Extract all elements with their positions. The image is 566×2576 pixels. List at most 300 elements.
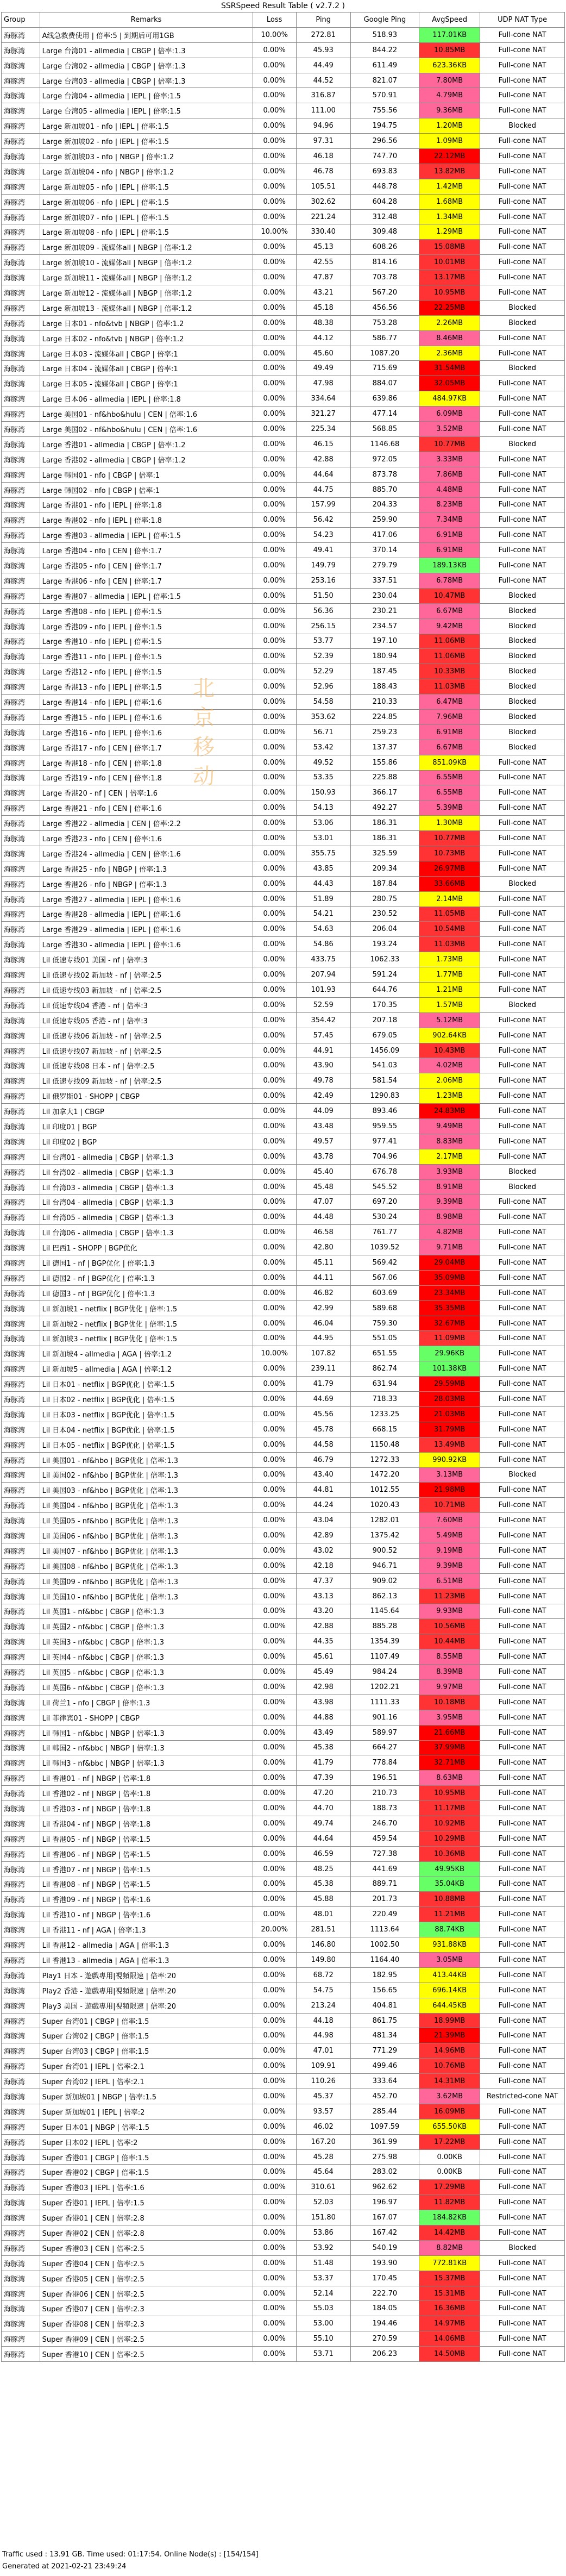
cell-ping: 53.01 bbox=[296, 831, 350, 846]
cell-ping: 42.55 bbox=[296, 255, 350, 270]
cell-avgspeed: 9.49MB bbox=[419, 1119, 480, 1134]
cell-udp-nat: Full-cone NAT bbox=[480, 1270, 565, 1285]
cell-avgspeed: 32.67MB bbox=[419, 1316, 480, 1331]
cell-ping: 48.25 bbox=[296, 1861, 350, 1877]
cell-avgspeed: 413.44KB bbox=[419, 1967, 480, 1983]
cell-google-ping: 885.28 bbox=[350, 1619, 419, 1634]
table-row bbox=[2, 740, 565, 755]
cell-ping: 167.20 bbox=[296, 2134, 350, 2149]
cell-google-ping: 604.28 bbox=[350, 194, 419, 209]
cell-loss: 20.00% bbox=[253, 1922, 296, 1937]
cell-udp-nat: Full-cone NAT bbox=[480, 983, 565, 998]
cell-loss: 0.00% bbox=[253, 1695, 296, 1710]
cell-remarks: Large 美国02 - nf&hbo&hulu | CEN | 倍率:1.6 bbox=[40, 422, 253, 437]
cell-remarks: Super 新加坡01 | NBGP | 倍率:1.5 bbox=[40, 2089, 253, 2104]
cell-loss: 0.00% bbox=[253, 1589, 296, 1604]
table-row bbox=[2, 649, 565, 664]
cell-avgspeed: 7.86MB bbox=[419, 467, 480, 482]
cell-group: 海豚湾 bbox=[2, 285, 40, 301]
cell-group: 海豚湾 bbox=[2, 1104, 40, 1119]
cell-google-ping: 759.30 bbox=[350, 1316, 419, 1331]
cell-ping: 149.79 bbox=[296, 558, 350, 573]
table-row bbox=[2, 891, 565, 906]
cell-ping: 49.52 bbox=[296, 755, 350, 770]
cell-group: 海豚湾 bbox=[2, 770, 40, 785]
table-row bbox=[2, 997, 565, 1012]
cell-remarks: Play2 香港 - 遊戲專用|視頻限速 | 倍率:20 bbox=[40, 1983, 253, 1998]
cell-ping: 45.11 bbox=[296, 1255, 350, 1271]
cell-google-ping: 279.79 bbox=[350, 558, 419, 573]
cell-remarks: Large 香港18 - nfo | CEN | 倍率:1.8 bbox=[40, 755, 253, 770]
cell-google-ping: 210.33 bbox=[350, 695, 419, 710]
cell-google-ping: 224.85 bbox=[350, 709, 419, 724]
table-row bbox=[2, 2331, 565, 2347]
cell-group: 海豚湾 bbox=[2, 695, 40, 710]
cell-ping: 45.38 bbox=[296, 1740, 350, 1755]
cell-loss: 0.00% bbox=[253, 1634, 296, 1649]
cell-remarks: Large 台湾05 - allmedia | IEPL | 倍率:1.5 bbox=[40, 103, 253, 118]
cell-ping: 43.04 bbox=[296, 1513, 350, 1528]
table-row bbox=[2, 1012, 565, 1028]
cell-google-ping: 283.02 bbox=[350, 2165, 419, 2180]
cell-remarks: Lil 日本02 - netflix | BGP优化 | 倍率:1.5 bbox=[40, 1392, 253, 1407]
cell-ping: 43.21 bbox=[296, 285, 350, 301]
cell-group: 海豚湾 bbox=[2, 1649, 40, 1665]
cell-google-ping: 210.73 bbox=[350, 1786, 419, 1801]
cell-group: 海豚湾 bbox=[2, 2089, 40, 2104]
cell-udp-nat: Full-cone NAT bbox=[480, 1710, 565, 1725]
cell-loss: 0.00% bbox=[253, 2316, 296, 2331]
cell-avgspeed: 13.17MB bbox=[419, 270, 480, 285]
cell-group: 海豚湾 bbox=[2, 315, 40, 330]
cell-avgspeed: 11.05MB bbox=[419, 906, 480, 922]
cell-loss: 0.00% bbox=[253, 2043, 296, 2059]
cell-remarks: Lil 新加坡3 - netflix | BGP优化 | 倍率:1.5 bbox=[40, 1331, 253, 1346]
cell-avgspeed: 7.60MB bbox=[419, 1513, 480, 1528]
cell-remarks: Large 韩国02 - nfo | CBGP | 倍率:1 bbox=[40, 482, 253, 497]
cell-google-ping: 946.71 bbox=[350, 1558, 419, 1573]
cell-ping: 45.48 bbox=[296, 1179, 350, 1195]
cell-udp-nat: Full-cone NAT bbox=[480, 770, 565, 785]
cell-loss: 0.00% bbox=[253, 118, 296, 134]
cell-group: 海豚湾 bbox=[2, 1179, 40, 1195]
cell-group: 海豚湾 bbox=[2, 27, 40, 42]
cell-ping: 111.00 bbox=[296, 103, 350, 118]
cell-google-ping: 959.55 bbox=[350, 1119, 419, 1134]
cell-remarks: Lil 美国09 - nf&hbo | BGP优化 | 倍率:1.3 bbox=[40, 1573, 253, 1589]
cell-remarks: Lil 香港12 - allmedia | AGA | 倍率:1.3 bbox=[40, 1937, 253, 1953]
table-row bbox=[2, 482, 565, 497]
cell-udp-nat: Full-cone NAT bbox=[480, 2013, 565, 2028]
table-row bbox=[2, 1179, 565, 1195]
cell-ping: 51.50 bbox=[296, 588, 350, 603]
cell-remarks: Lil 台湾06 - allmedia | CBGP | 倍率:1.3 bbox=[40, 1225, 253, 1240]
cell-ping: 53.06 bbox=[296, 816, 350, 831]
table-row bbox=[2, 2165, 565, 2180]
cell-google-ping: 167.07 bbox=[350, 2210, 419, 2225]
cell-udp-nat: Full-cone NAT bbox=[480, 1907, 565, 1922]
cell-google-ping: 441.69 bbox=[350, 1861, 419, 1877]
cell-group: 海豚湾 bbox=[2, 1498, 40, 1513]
cell-remarks: Lil 美国10 - nf&hbo | BGP优化 | 倍率:1.3 bbox=[40, 1589, 253, 1604]
cell-loss: 0.00% bbox=[253, 1089, 296, 1104]
cell-group: 海豚湾 bbox=[2, 2225, 40, 2241]
cell-google-ping: 270.59 bbox=[350, 2331, 419, 2347]
cell-remarks: Super 台湾01 | IEPL | 倍率:2.1 bbox=[40, 2059, 253, 2074]
cell-avgspeed: 101.38KB bbox=[419, 1361, 480, 1377]
cell-ping: 44.11 bbox=[296, 1270, 350, 1285]
cell-loss: 0.00% bbox=[253, 1316, 296, 1331]
cell-loss: 0.00% bbox=[253, 255, 296, 270]
cell-group: 海豚湾 bbox=[2, 1953, 40, 1968]
cell-avgspeed: 772.81KB bbox=[419, 2255, 480, 2271]
cell-remarks: Lil 美国08 - nf&hbo | BGP优化 | 倍率:1.3 bbox=[40, 1558, 253, 1573]
cell-loss: 0.00% bbox=[253, 2240, 296, 2255]
cell-google-ping: 1062.33 bbox=[350, 952, 419, 967]
cell-udp-nat: Full-cone NAT bbox=[480, 2149, 565, 2165]
cell-group: 海豚湾 bbox=[2, 2316, 40, 2331]
cell-ping: 316.87 bbox=[296, 88, 350, 103]
cell-group: 海豚湾 bbox=[2, 482, 40, 497]
cell-loss: 0.00% bbox=[253, 1649, 296, 1665]
cell-ping: 42.99 bbox=[296, 1300, 350, 1316]
table-row bbox=[2, 603, 565, 618]
cell-remarks: Super 台湾02 | CBGP | 倍率:1.5 bbox=[40, 2028, 253, 2043]
cell-ping: 45.64 bbox=[296, 2165, 350, 2180]
cell-avgspeed: 15.37MB bbox=[419, 2271, 480, 2286]
cell-udp-nat: Full-cone NAT bbox=[480, 422, 565, 437]
cell-remarks: Large 香港21 - nfo | CEN | 倍率:1.6 bbox=[40, 801, 253, 816]
cell-google-ping: 201.73 bbox=[350, 1892, 419, 1907]
cell-avgspeed: 10.95MB bbox=[419, 285, 480, 301]
cell-google-ping: 452.70 bbox=[350, 2089, 419, 2104]
cell-group: 海豚湾 bbox=[2, 1543, 40, 1558]
cell-remarks: Super 日本02 | IEPL | 倍率:2 bbox=[40, 2134, 253, 2149]
cell-google-ping: 1039.52 bbox=[350, 1240, 419, 1255]
cell-remarks: Lil 台湾01 - allmedia | CBGP | 倍率:1.3 bbox=[40, 1149, 253, 1164]
cell-udp-nat: Full-cone NAT bbox=[480, 1543, 565, 1558]
table-row bbox=[2, 467, 565, 482]
cell-remarks: Super 香港01 | CEN | 倍率:2.8 bbox=[40, 2210, 253, 2225]
cell-loss: 0.00% bbox=[253, 1861, 296, 1877]
cell-group: 海豚湾 bbox=[2, 2331, 40, 2347]
cell-udp-nat: Full-cone NAT bbox=[480, 1953, 565, 1968]
table-row bbox=[2, 1967, 565, 1983]
table-row bbox=[2, 134, 565, 149]
cell-ping: 45.13 bbox=[296, 240, 350, 255]
table-row bbox=[2, 1498, 565, 1513]
cell-loss: 0.00% bbox=[253, 1331, 296, 1346]
cell-loss: 0.00% bbox=[253, 1907, 296, 1922]
cell-ping: 46.15 bbox=[296, 436, 350, 452]
cell-avgspeed: 10.44MB bbox=[419, 1634, 480, 1649]
cell-ping: 239.11 bbox=[296, 1361, 350, 1377]
cell-avgspeed: 8.46MB bbox=[419, 330, 480, 346]
cell-remarks: Lil 低速专线07 新加坡 - nf | 倍率:2.5 bbox=[40, 1043, 253, 1058]
cell-group: 海豚湾 bbox=[2, 2180, 40, 2195]
cell-udp-nat: Full-cone NAT bbox=[480, 1210, 565, 1225]
cell-group: 海豚湾 bbox=[2, 1619, 40, 1634]
footer-traffic: Traffic used : 13.91 GB. Time used: 01:17:54. Online Node(s) : [154/154] bbox=[2, 2550, 259, 2559]
table-row bbox=[2, 2089, 565, 2104]
cell-loss: 0.00% bbox=[253, 2301, 296, 2316]
cell-google-ping: 207.18 bbox=[350, 1012, 419, 1028]
cell-loss: 0.00% bbox=[253, 1801, 296, 1816]
table-row bbox=[2, 1406, 565, 1422]
cell-group: 海豚湾 bbox=[2, 1558, 40, 1573]
table-row bbox=[2, 149, 565, 164]
cell-loss: 0.00% bbox=[253, 770, 296, 785]
cell-loss: 0.00% bbox=[253, 1771, 296, 1786]
table-row bbox=[2, 2347, 565, 2362]
cell-loss: 0.00% bbox=[253, 1195, 296, 1210]
cell-ping: 54.21 bbox=[296, 906, 350, 922]
cell-google-ping: 204.33 bbox=[350, 497, 419, 512]
table-row bbox=[2, 1877, 565, 1892]
cell-group: 海豚湾 bbox=[2, 497, 40, 512]
cell-udp-nat: Full-cone NAT bbox=[480, 1558, 565, 1573]
cell-remarks: Super 台湾03 | CBGP | 倍率:1.5 bbox=[40, 2043, 253, 2059]
table-row bbox=[2, 709, 565, 724]
cell-ping: 47.39 bbox=[296, 1771, 350, 1786]
cell-google-ping: 184.05 bbox=[350, 2301, 419, 2316]
cell-google-ping: 901.16 bbox=[350, 1710, 419, 1725]
table-row bbox=[2, 2210, 565, 2225]
cell-group: 海豚湾 bbox=[2, 407, 40, 422]
cell-group: 海豚湾 bbox=[2, 1892, 40, 1907]
cell-avgspeed: 1.21MB bbox=[419, 983, 480, 998]
cell-avgspeed: 11.23MB bbox=[419, 1589, 480, 1604]
cell-udp-nat: Full-cone NAT bbox=[480, 861, 565, 876]
cell-ping: 56.71 bbox=[296, 724, 350, 740]
cell-group: 海豚湾 bbox=[2, 73, 40, 88]
cell-udp-nat: Full-cone NAT bbox=[480, 482, 565, 497]
cell-remarks: Lil 低速专线08 日本 - nf | 倍率:2.5 bbox=[40, 1058, 253, 1073]
table-row bbox=[2, 2149, 565, 2165]
cell-remarks: Lil 香港02 - nf | NBGP | 倍率:1.8 bbox=[40, 1786, 253, 1801]
cell-avgspeed: 29.04MB bbox=[419, 1255, 480, 1271]
cell-remarks: Large 香港22 - allmedia | CEN | 倍率:2.2 bbox=[40, 816, 253, 831]
cell-remarks: Large 香港27 - allmedia | IEPL | 倍率:1.6 bbox=[40, 891, 253, 906]
cell-ping: 54.86 bbox=[296, 937, 350, 952]
cell-avgspeed: 10.33MB bbox=[419, 664, 480, 679]
cell-remarks: Large 新加坡05 - nfo | IEPL | 倍率:1.5 bbox=[40, 179, 253, 194]
cell-udp-nat: Blocked bbox=[480, 634, 565, 649]
table-row bbox=[2, 558, 565, 573]
cell-avgspeed: 0.00KB bbox=[419, 2149, 480, 2165]
cell-ping: 225.34 bbox=[296, 422, 350, 437]
cell-avgspeed: 1.34MB bbox=[419, 209, 480, 224]
cell-avgspeed: 11.06MB bbox=[419, 649, 480, 664]
cell-ping: 321.27 bbox=[296, 407, 350, 422]
cell-remarks: Large 香港05 - nfo | CEN | 倍率:1.7 bbox=[40, 558, 253, 573]
cell-avgspeed: 11.82MB bbox=[419, 2195, 480, 2210]
cell-ping: 149.80 bbox=[296, 1953, 350, 1968]
cell-avgspeed: 29.59MB bbox=[419, 1377, 480, 1392]
cell-google-ping: 1087.20 bbox=[350, 346, 419, 361]
cell-avgspeed: 1.29MB bbox=[419, 224, 480, 240]
cell-udp-nat: Full-cone NAT bbox=[480, 1695, 565, 1710]
cell-remarks: Large 香港10 - nfo | IEPL | 倍率:1.5 bbox=[40, 634, 253, 649]
cell-group: 海豚湾 bbox=[2, 346, 40, 361]
cell-loss: 0.00% bbox=[253, 2028, 296, 2043]
cell-remarks: Large 日本02 - nfo&tvb | NBGP | 倍率:1.2 bbox=[40, 330, 253, 346]
table-row bbox=[2, 785, 565, 801]
cell-group: 海豚湾 bbox=[2, 1452, 40, 1467]
cell-ping: 45.88 bbox=[296, 1892, 350, 1907]
cell-remarks: Lil 香港06 - nf | NBGP | 倍率:1.5 bbox=[40, 1846, 253, 1861]
cell-loss: 0.00% bbox=[253, 634, 296, 649]
cell-loss: 0.00% bbox=[253, 1604, 296, 1619]
cell-loss: 0.00% bbox=[253, 1528, 296, 1543]
cell-google-ping: 1002.50 bbox=[350, 1937, 419, 1953]
cell-udp-nat: Full-cone NAT bbox=[480, 58, 565, 73]
cell-group: 海豚湾 bbox=[2, 861, 40, 876]
cell-avgspeed: 15.08MB bbox=[419, 240, 480, 255]
cell-udp-nat: Full-cone NAT bbox=[480, 1755, 565, 1771]
cell-avgspeed: 16.09MB bbox=[419, 2104, 480, 2119]
cell-avgspeed: 902.64KB bbox=[419, 1028, 480, 1043]
cell-google-ping: 727.38 bbox=[350, 1846, 419, 1861]
cell-group: 海豚湾 bbox=[2, 1740, 40, 1755]
cell-google-ping: 885.70 bbox=[350, 482, 419, 497]
cell-group: 海豚湾 bbox=[2, 1043, 40, 1058]
table-row bbox=[2, 937, 565, 952]
cell-avgspeed: 3.95MB bbox=[419, 1710, 480, 1725]
table-row bbox=[2, 816, 565, 831]
cell-udp-nat: Full-cone NAT bbox=[480, 194, 565, 209]
cell-ping: 48.38 bbox=[296, 315, 350, 330]
cell-ping: 43.02 bbox=[296, 1543, 350, 1558]
cell-ping: 109.91 bbox=[296, 2059, 350, 2074]
table-row bbox=[2, 194, 565, 209]
cell-udp-nat: Full-cone NAT bbox=[480, 573, 565, 588]
table-row bbox=[2, 2301, 565, 2316]
cell-avgspeed: 10.85MB bbox=[419, 42, 480, 58]
cell-remarks: Lil 台湾04 - allmedia | CBGP | 倍率:1.3 bbox=[40, 1195, 253, 1210]
cell-loss: 0.00% bbox=[253, 330, 296, 346]
cell-avgspeed: 623.36KB bbox=[419, 58, 480, 73]
cell-loss: 0.00% bbox=[253, 1255, 296, 1271]
cell-avgspeed: 6.55MB bbox=[419, 770, 480, 785]
cell-google-ping: 230.52 bbox=[350, 906, 419, 922]
cell-loss: 0.00% bbox=[253, 2104, 296, 2119]
cell-udp-nat: Blocked bbox=[480, 695, 565, 710]
cell-group: 海豚湾 bbox=[2, 1755, 40, 1771]
cell-google-ping: 570.91 bbox=[350, 88, 419, 103]
cell-group: 海豚湾 bbox=[2, 2119, 40, 2134]
cell-group: 海豚湾 bbox=[2, 270, 40, 285]
cell-avgspeed: 2.17MB bbox=[419, 1149, 480, 1164]
cell-google-ping: 639.86 bbox=[350, 391, 419, 407]
cell-remarks: Super 日本01 | NBGP | 倍率:1.5 bbox=[40, 2119, 253, 2134]
cell-remarks: Lil 香港03 - nf | NBGP | 倍率:1.8 bbox=[40, 1801, 253, 1816]
cell-remarks: Large 香港09 - nfo | IEPL | 倍率:1.5 bbox=[40, 618, 253, 634]
cell-avgspeed: 8.23MB bbox=[419, 497, 480, 512]
cell-remarks: Large 新加坡12 - 流媒体all | NBGP | 倍率:1.2 bbox=[40, 285, 253, 301]
cell-ping: 44.48 bbox=[296, 1210, 350, 1225]
cell-remarks: Lil 日本04 - netflix | BGP优化 | 倍率:1.5 bbox=[40, 1422, 253, 1437]
cell-google-ping: 296.56 bbox=[350, 134, 419, 149]
cell-avgspeed: 3.13MB bbox=[419, 1467, 480, 1483]
cell-loss: 0.00% bbox=[253, 603, 296, 618]
cell-avgspeed: 1.20MB bbox=[419, 118, 480, 134]
cell-avgspeed: 14.97MB bbox=[419, 2316, 480, 2331]
cell-avgspeed: 10.18MB bbox=[419, 1695, 480, 1710]
cell-loss: 0.00% bbox=[253, 391, 296, 407]
cell-udp-nat: Full-cone NAT bbox=[480, 1771, 565, 1786]
cell-google-ping: 541.03 bbox=[350, 1058, 419, 1073]
table-row bbox=[2, 1786, 565, 1801]
cell-loss: 0.00% bbox=[253, 2195, 296, 2210]
cell-ping: 54.23 bbox=[296, 528, 350, 543]
cell-avgspeed: 21.03MB bbox=[419, 1406, 480, 1422]
cell-udp-nat: Full-cone NAT bbox=[480, 1528, 565, 1543]
cell-remarks: Large 香港15 - nfo | IEPL | 倍率:1.6 bbox=[40, 709, 253, 724]
cell-group: 海豚湾 bbox=[2, 103, 40, 118]
cell-google-ping: 1282.01 bbox=[350, 1513, 419, 1528]
cell-group: 海豚湾 bbox=[2, 1983, 40, 1998]
cell-group: 海豚湾 bbox=[2, 2286, 40, 2301]
table-row bbox=[2, 1467, 565, 1483]
table-row bbox=[2, 224, 565, 240]
cell-loss: 0.00% bbox=[253, 861, 296, 876]
cell-loss: 0.00% bbox=[253, 891, 296, 906]
cell-remarks: Large 香港19 - nfo | CEN | 倍率:1.8 bbox=[40, 770, 253, 785]
table-row bbox=[2, 1998, 565, 2013]
cell-remarks: Lil 台湾02 - allmedia | CBGP | 倍率:1.3 bbox=[40, 1164, 253, 1179]
cell-ping: 56.42 bbox=[296, 512, 350, 528]
cell-google-ping: 873.78 bbox=[350, 467, 419, 482]
table-row bbox=[2, 88, 565, 103]
cell-udp-nat: Full-cone NAT bbox=[480, 270, 565, 285]
cell-ping: 433.75 bbox=[296, 952, 350, 967]
cell-loss: 0.00% bbox=[253, 649, 296, 664]
cell-udp-nat: Full-cone NAT bbox=[480, 2286, 565, 2301]
cell-udp-nat: Full-cone NAT bbox=[480, 1846, 565, 1861]
cell-remarks: Large 新加坡01 - nfo | IEPL | 倍率:1.5 bbox=[40, 118, 253, 134]
cell-google-ping: 225.88 bbox=[350, 770, 419, 785]
cell-udp-nat: Full-cone NAT bbox=[480, 1983, 565, 1998]
cell-remarks: Large 香港01 - allmedia | CBGP | 倍率:1.2 bbox=[40, 436, 253, 452]
cell-google-ping: 972.05 bbox=[350, 452, 419, 467]
cell-remarks: A线急救费使用 | 倍率:5 | 到期后可用1GB bbox=[40, 27, 253, 42]
cell-udp-nat: Full-cone NAT bbox=[480, 755, 565, 770]
cell-google-ping: 325.59 bbox=[350, 846, 419, 861]
cell-group: 海豚湾 bbox=[2, 558, 40, 573]
cell-group: 海豚湾 bbox=[2, 906, 40, 922]
cell-avgspeed: 3.93MB bbox=[419, 1164, 480, 1179]
cell-avgspeed: 9.36MB bbox=[419, 103, 480, 118]
cell-remarks: Large 香港06 - nfo | CEN | 倍率:1.7 bbox=[40, 573, 253, 588]
cell-avgspeed: 5.12MB bbox=[419, 1012, 480, 1028]
cell-loss: 0.00% bbox=[253, 179, 296, 194]
cell-avgspeed: 11.21MB bbox=[419, 1907, 480, 1922]
cell-ping: 52.14 bbox=[296, 2286, 350, 2301]
cell-google-ping: 697.20 bbox=[350, 1195, 419, 1210]
cell-udp-nat: Full-cone NAT bbox=[480, 209, 565, 224]
table-row bbox=[2, 1816, 565, 1831]
cell-ping: 54.63 bbox=[296, 922, 350, 937]
cell-google-ping: 540.19 bbox=[350, 2240, 419, 2255]
table-row bbox=[2, 588, 565, 603]
table-row bbox=[2, 1377, 565, 1392]
cell-udp-nat: Blocked bbox=[480, 118, 565, 134]
cell-google-ping: 679.05 bbox=[350, 1028, 419, 1043]
cell-udp-nat: Blocked bbox=[480, 618, 565, 634]
cell-group: 海豚湾 bbox=[2, 422, 40, 437]
cell-google-ping: 715.69 bbox=[350, 361, 419, 376]
